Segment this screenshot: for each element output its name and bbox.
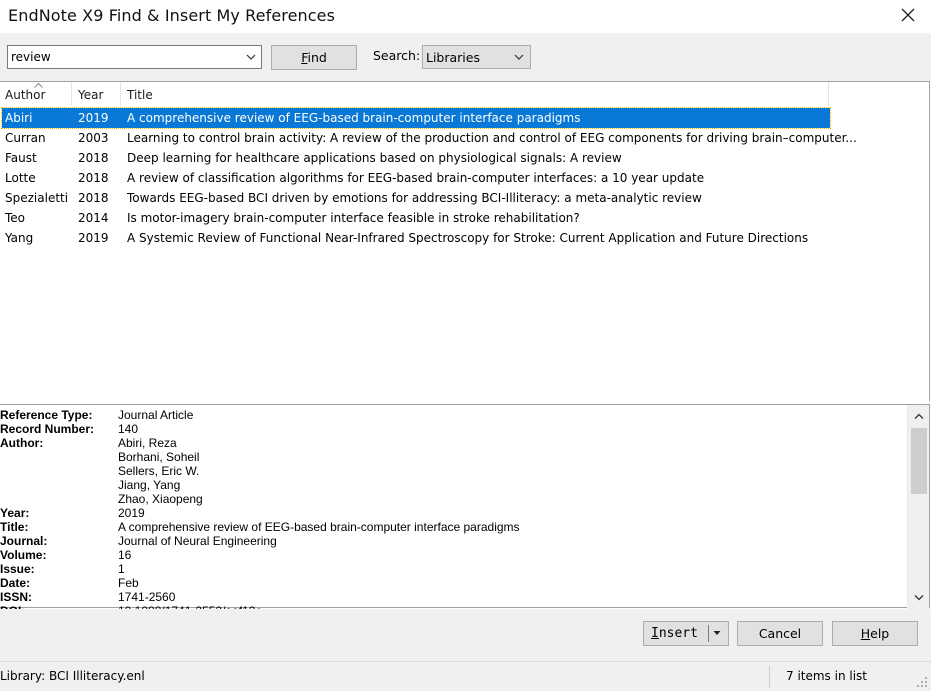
search-combobox[interactable] [7, 45, 262, 69]
close-button[interactable] [893, 2, 923, 28]
row-year: 2018 [78, 171, 109, 185]
row-year: 2018 [78, 151, 109, 165]
search-scope-value: Libraries [426, 50, 480, 65]
field-value: 16 [118, 548, 132, 562]
field-value: Journal of Neural Engineering [118, 534, 277, 548]
row-year: 2014 [78, 211, 109, 225]
status-divider [769, 666, 770, 688]
field-value: 1 [118, 562, 125, 576]
split-divider [708, 625, 709, 642]
row-author: Faust [5, 151, 37, 165]
detail-field-row [0, 576, 905, 590]
chevron-down-icon [512, 50, 526, 64]
window-title: EndNote X9 Find & Insert My References [8, 6, 336, 25]
row-author: Teo [5, 211, 26, 225]
status-library: Library: BCI Illiteracy.enl [0, 669, 145, 683]
row-title: Towards EEG-based BCI driven by emotions for addressing BCI-Illiteracy: a meta-analytic review [127, 191, 702, 205]
close-icon [900, 7, 916, 23]
insert-button[interactable] [643, 621, 729, 646]
row-year: 2019 [78, 111, 109, 125]
column-header-author-label: Author [5, 88, 46, 102]
sort-ascending-icon [34, 83, 43, 88]
reference-detail-preview [0, 404, 930, 608]
scroll-up-button[interactable] [908, 407, 930, 425]
row-author: Curran [5, 131, 46, 145]
column-header-year[interactable] [73, 82, 121, 106]
field-label: Volume: [0, 548, 47, 562]
cancel-button[interactable]: Cancel [737, 621, 823, 646]
scroll-thumb[interactable] [911, 428, 927, 494]
detail-field-row [0, 422, 905, 436]
table-row[interactable] [2, 208, 830, 228]
field-value: Zhao, Xiaopeng [118, 492, 203, 506]
table-row[interactable] [2, 108, 830, 128]
list-header [0, 82, 829, 106]
row-author: Lotte [5, 171, 36, 185]
status-bar [0, 661, 931, 691]
chevron-up-icon [913, 412, 925, 420]
detail-field-row [0, 534, 905, 548]
field-value: 2019 [118, 506, 145, 520]
dialog-button-bar [0, 609, 931, 661]
row-title: A comprehensive review of EEG-based brain-computer interface paradigms [127, 111, 581, 125]
scroll-down-button[interactable] [908, 589, 930, 607]
row-year: 2019 [78, 231, 109, 245]
field-label: Journal: [0, 534, 48, 548]
column-header-author[interactable] [0, 82, 72, 106]
detail-field-row [0, 450, 905, 464]
field-label: Reference Type: [0, 408, 93, 422]
status-item-count: 7 items in list [786, 669, 868, 683]
table-row[interactable] [2, 148, 830, 168]
column-header-year-label: Year [78, 88, 104, 102]
find-button[interactable] [271, 45, 357, 70]
title-bar [0, 0, 931, 33]
detail-scrollbar[interactable] [907, 405, 929, 609]
search-input[interactable] [11, 47, 231, 67]
search-scope-label: Search: [373, 48, 421, 63]
row-author: Abiri [5, 111, 33, 125]
field-value: Feb [118, 576, 139, 590]
field-label: ISSN: [0, 590, 33, 604]
row-title: A Systemic Review of Functional Near-Infrared Spectroscopy for Stroke: Current Application and Future Directions [127, 231, 809, 245]
list-rows [2, 108, 857, 248]
field-value: A comprehensive review of EEG-based brain-computer interface paradigms [118, 520, 520, 534]
reference-list [0, 81, 930, 401]
field-label: Record Number: [0, 422, 95, 436]
detail-field-row [0, 478, 905, 492]
detail-field-row [0, 590, 905, 604]
insert-label: Insert [651, 626, 698, 641]
field-value: Abiri, Reza [118, 436, 177, 450]
row-title: Deep learning for healthcare applications based on physiological signals: A review [127, 151, 622, 165]
field-label: Year: [0, 506, 30, 520]
help-button[interactable] [832, 621, 918, 646]
detail-field-row [0, 506, 905, 520]
detail-field-row [0, 408, 905, 422]
row-year: 2018 [78, 191, 109, 205]
column-header-title-label: Title [127, 88, 153, 102]
row-year: 2003 [78, 131, 109, 145]
row-title: Is motor-imagery brain-computer interface feasible in stroke rehabilitation? [127, 211, 580, 225]
field-label: Author: [0, 436, 44, 450]
field-value: Sellers, Eric W. [118, 464, 200, 478]
search-scope-select[interactable] [422, 45, 531, 69]
row-title: A review of classification algorithms for EEG-based brain-computer interfaces: a 10 year update [127, 171, 705, 185]
field-label: Issue: [0, 562, 35, 576]
field-value: Borhani, Soheil [118, 450, 200, 464]
detail-field-row [0, 492, 905, 506]
detail-fields [0, 408, 905, 618]
column-header-title[interactable] [122, 82, 829, 106]
detail-field-row [0, 548, 905, 562]
detail-field-row [0, 436, 905, 450]
field-label: Title: [0, 520, 29, 534]
field-value: 140 [118, 422, 139, 436]
table-row[interactable] [2, 188, 830, 208]
dropdown-arrow-icon[interactable] [712, 628, 722, 638]
detail-field-row [0, 520, 905, 534]
row-author: Spezialetti [5, 191, 69, 205]
resize-grip-icon[interactable] [916, 676, 928, 688]
field-value: Jiang, Yang [118, 478, 181, 492]
detail-field-row [0, 562, 905, 576]
table-row[interactable] [2, 128, 857, 148]
detail-field-row [0, 464, 905, 478]
field-value: 1741-2560 [118, 590, 176, 604]
field-value: Journal Article [118, 408, 194, 422]
search-toolbar [0, 33, 931, 81]
row-author: Yang [5, 231, 34, 245]
table-row[interactable] [2, 168, 830, 188]
help-label: Help [860, 626, 890, 641]
chevron-down-icon[interactable] [244, 50, 258, 64]
row-title: Learning to control brain activity: A review of the production and control of EEG components for driving brain–computer... [127, 131, 857, 145]
field-label: Date: [0, 576, 31, 590]
table-row[interactable] [2, 228, 830, 248]
find-label: Find [301, 50, 327, 65]
chevron-down-icon [913, 594, 925, 602]
